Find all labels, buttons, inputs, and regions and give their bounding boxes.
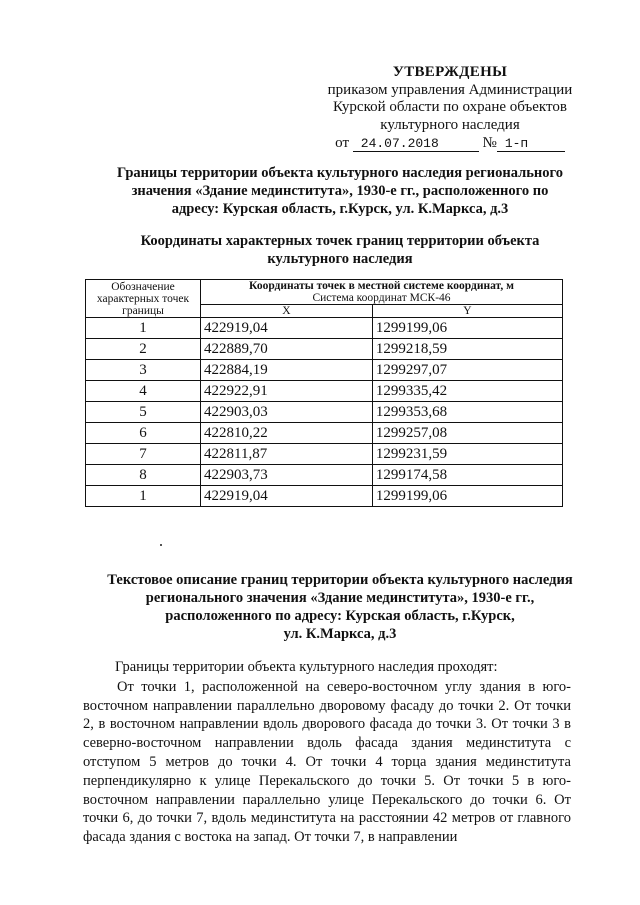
approval-line-3: культурного наследия [380, 116, 520, 133]
table-row [86, 381, 563, 402]
description-paragraph: От точки 1, расположенной на северо-восточном углу здания в юго-восточном направлении параллельно дворовому фасаду до точки 2. От точки 2, в восточном направлении вдоль дворового фасада до точки 3. От точки 3 в северно-восточном направлении вдоль фасада здания мединститута с отступом 5 метров до точки 4. От точки 4 торца здания мединститута перпендикулярно к улице Перекальского до точки 5. От точки 5 в юго-восточном направлении параллельно улице Перекальского до точки 6. От точки 6, до точки 7, вдоль мединститута на расстоянии 42 метров от главного фасада здания с востока на запад. От точки 7, в направлении [83, 678, 571, 846]
order-number: 1-п [497, 137, 565, 152]
boundary-description [83, 658, 571, 847]
coordinates-table [85, 279, 563, 507]
column-header-y: Y [372, 305, 562, 318]
y-value: 1299218,59 [372, 339, 562, 360]
y-value: 1299353,68 [372, 402, 562, 423]
point-id: 4 [86, 381, 201, 402]
point-id: 1 [86, 318, 201, 339]
point-id: 8 [86, 465, 201, 486]
approval-line-2: Курской области по охране объектов [333, 99, 567, 115]
coords-heading-line-1: Координаты характерных точек границ территории объекта [140, 233, 540, 249]
y-value: 1299297,07 [372, 360, 562, 381]
y-value: 1299335,42 [372, 381, 562, 402]
table-row [86, 402, 563, 423]
point-id: 3 [86, 360, 201, 381]
table-row [86, 444, 563, 465]
x-value: 422903,73 [201, 465, 373, 486]
coords-system: Система координат МСК-46 [312, 292, 451, 304]
column-header-coords [201, 280, 563, 305]
table-row [86, 423, 563, 444]
point-id: 1 [86, 486, 201, 507]
y-value: 1299257,08 [372, 423, 562, 444]
point-id: 5 [86, 402, 201, 423]
text-heading-line-2: регионального значения «Здание мединститута», 1930-е гг., [145, 590, 535, 606]
y-value: 1299199,06 [372, 486, 562, 507]
order-date: 24.07.2018 [353, 137, 479, 152]
coords-heading [60, 232, 620, 268]
table-row [86, 465, 563, 486]
point-id: 7 [86, 444, 201, 465]
main-heading-line-1: Границы территории объекта культурного наследия регионального [117, 165, 563, 181]
coords-title: Координаты точек в местной системе координат, м [249, 280, 514, 292]
scan-speck [160, 544, 162, 546]
text-heading-line-1: Текстовое описание границ территории объекта культурного наследия [107, 572, 573, 588]
x-value: 422919,04 [201, 486, 373, 507]
coordinates-rows [86, 318, 563, 507]
x-value: 422811,87 [201, 444, 373, 465]
coords-heading-line-2: культурного наследия [267, 251, 413, 267]
x-value: 422922,91 [201, 381, 373, 402]
point-id: 2 [86, 339, 201, 360]
description-intro: Границы территории объекта культурного наследия проходят: [115, 659, 498, 675]
approval-title: УТВЕРЖДЕНЫ [392, 64, 508, 80]
x-value: 422884,19 [201, 360, 373, 381]
x-value: 422889,70 [201, 339, 373, 360]
y-value: 1299231,59 [372, 444, 562, 465]
order-from-label: от [335, 135, 350, 151]
text-heading-line-4: ул. К.Маркса, д.3 [283, 626, 397, 642]
order-reference [300, 135, 600, 153]
table-row [86, 339, 563, 360]
main-heading-line-3: адресу: Курская область, г.Курск, ул. К.Маркса, д.3 [171, 201, 509, 217]
approval-stamp [300, 64, 600, 153]
y-value: 1299199,06 [372, 318, 562, 339]
table-row [86, 486, 563, 507]
point-id: 6 [86, 423, 201, 444]
text-description-heading [60, 571, 620, 643]
approval-line-1: приказом управления Администрации [327, 81, 573, 98]
x-value: 422810,22 [201, 423, 373, 444]
text-heading-line-3: расположенного по адресу: Курская область, г.Курск, [165, 608, 515, 624]
table-row [86, 318, 563, 339]
x-value: 422919,04 [201, 318, 373, 339]
main-heading-line-2: значения «Здание мединститута», 1930-е гг., расположенного по [131, 183, 549, 199]
y-value: 1299174,58 [372, 465, 562, 486]
table-row [86, 360, 563, 381]
order-number-label: № [482, 135, 497, 151]
main-heading [60, 164, 620, 218]
column-header-x: X [201, 305, 373, 318]
column-header-point: Обозначение характерных точек границы [86, 280, 201, 318]
x-value: 422903,03 [201, 402, 373, 423]
